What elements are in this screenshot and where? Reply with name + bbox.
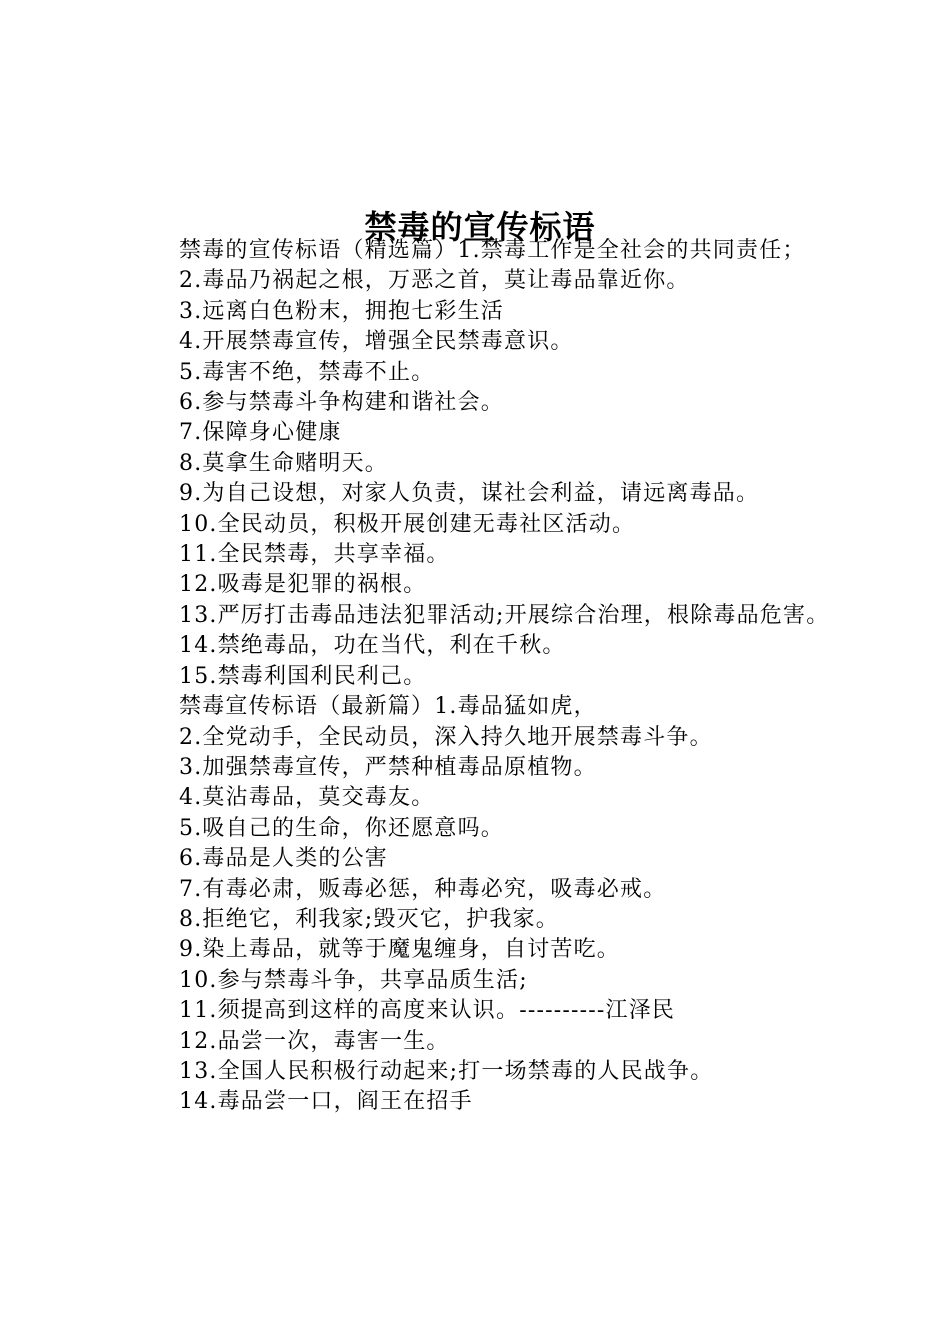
paragraph-26: 11.须提高到这样的高度来认识。----------江泽民 <box>179 998 676 1024</box>
paragraph-6: 6.参与禁毒斗争构建和谐社会。 <box>179 390 504 416</box>
paragraph-4: 4.开展禁毒宣传，增强全民禁毒意识。 <box>179 329 574 355</box>
paragraph-8: 8.莫拿生命赌明天。 <box>179 450 388 476</box>
paragraph-7: 7.保障身心健康 <box>179 420 342 446</box>
paragraph-5: 5.毒害不绝，禁毒不止。 <box>179 359 435 385</box>
paragraph-25: 10.参与禁毒斗争，共享品质生活; <box>179 967 528 993</box>
paragraph-22: 7.有毒必肃，贩毒必惩，种毒必究，吸毒必戒。 <box>179 876 667 902</box>
paragraph-2: 2.毒品乃祸起之根，万恶之首，莫让毒品靠近你。 <box>179 268 690 294</box>
paragraph-11: 11.全民禁毒，共享幸福。 <box>179 542 450 568</box>
paragraph-29: 14.毒品尝一口，阎王在招手 <box>179 1089 473 1115</box>
paragraph-28: 13.全国人民积极行动起来;打一场禁毒的人民战争。 <box>179 1058 714 1084</box>
paragraph-15: 15.禁毒利国利民利己。 <box>179 663 427 689</box>
paragraph-17: 2.全党动手，全民动员，深入持久地开展禁毒斗争。 <box>179 724 713 750</box>
document-body <box>130 236 834 1118</box>
paragraph-27: 12.品尝一次，毒害一生。 <box>179 1028 450 1054</box>
paragraph-10: 10.全民动员，积极开展创建无毒社区活动。 <box>179 511 636 537</box>
paragraph-16: 禁毒宣传标语（最新篇）1.毒品猛如虎， <box>179 694 597 720</box>
paragraph-9: 9.为自己设想，对家人负责，谋社会利益，请远离毒品。 <box>179 481 760 507</box>
paragraph-20: 5.吸自己的生命，你还愿意吗。 <box>179 815 504 841</box>
paragraph-21: 6.毒品是人类的公害 <box>179 846 388 872</box>
paragraph-23: 8.拒绝它，利我家;毁灭它，护我家。 <box>179 906 560 932</box>
paragraph-12: 12.吸毒是犯罪的祸根。 <box>179 572 427 598</box>
paragraph-1: 禁毒的宣传标语（精选篇）1.禁毒工作是全社会的共同责任； <box>179 238 806 263</box>
paragraph-13: 13.严厉打击毒品违法犯罪活动;开展综合治理，根除毒品危害。 <box>179 602 830 628</box>
paragraph-14: 14.禁绝毒品，功在当代，利在千秋。 <box>179 633 566 659</box>
paragraph-24: 9.染上毒品，就等于魔鬼缠身，自讨苦吃。 <box>179 937 620 963</box>
paragraph-3: 3.远离白色粉末，拥抱七彩生活 <box>179 298 504 324</box>
paragraph-18: 3.加强禁毒宣传，严禁种植毒品原植物。 <box>179 754 597 780</box>
page-title: 禁毒的宣传标语 <box>364 208 596 247</box>
paragraph-19: 4.莫沾毒品，莫交毒友。 <box>179 785 435 811</box>
